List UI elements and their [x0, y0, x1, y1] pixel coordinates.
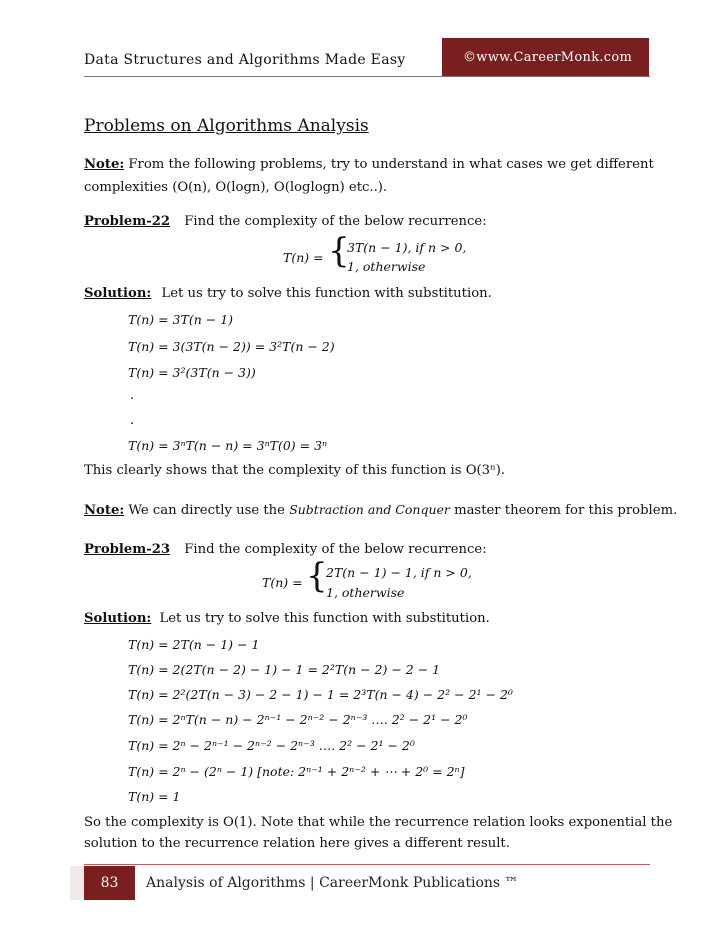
footer-divider [84, 864, 650, 865]
conclusion-22: This clearly shows that the complexity of this function is O(3ⁿ). [84, 463, 506, 478]
solution-22-label: Solution: [84, 286, 152, 301]
note-1-text-2: complexities (O(n), O(logn), O(loglogn) etc..). [84, 180, 388, 195]
problem-23-text: Find the complexity of the below recurrence: [184, 542, 487, 557]
solution-23-label: Solution: [84, 611, 152, 626]
brace-23: { [306, 556, 328, 596]
step-22-1: T(n) = 3T(n − 1) [128, 312, 234, 327]
brace-22: { [328, 231, 350, 271]
footer-accent-bar [70, 866, 84, 900]
problem-22-case-1: 3T(n − 1), if n > 0, [347, 240, 467, 255]
book-title: Data Structures and Algorithms Made Easy [84, 52, 406, 68]
note-2-text-before: We can directly use the [128, 503, 290, 518]
step-22-3: T(n) = 3²(3T(n − 3)) [128, 365, 256, 380]
section-title: Problems on Algorithms Analysis [84, 116, 369, 136]
note-1-line-1 [84, 157, 654, 172]
step-23-7: T(n) = 1 [128, 789, 181, 804]
problem-23-label: Problem-23 [84, 542, 171, 557]
step-22-6: T(n) = 3ⁿT(n − n) = 3ⁿT(0) = 3ⁿ [128, 438, 328, 453]
problem-23-case-1: 2T(n − 1) − 1, if n > 0, [326, 565, 472, 580]
note-1-text-1: From the following problems, try to understand in what cases we get different [128, 157, 654, 172]
problem-22-label: Problem-22 [84, 214, 171, 229]
note-2-line [84, 502, 677, 518]
step-22-2: T(n) = 3(3T(n − 2)) = 3²T(n − 2) [128, 339, 335, 354]
step-23-3: T(n) = 2²(2T(n − 3) − 2 − 1) − 1 = 2³T(n − 4) − 2² − 2¹ − 2⁰ [128, 687, 513, 702]
note-1-label: Note: [84, 157, 125, 172]
note-2-text-italic: Subtraction and Conquer [289, 502, 450, 517]
problem-23-lhs: T(n) = [262, 575, 303, 590]
problem-22-heading [84, 214, 487, 229]
step-22-5: . [130, 413, 135, 428]
problem-23-case-2: 1, otherwise [326, 585, 405, 600]
page-number: 83 [100, 875, 119, 891]
solution-23-text: Let us try to solve this function with substitution. [159, 611, 490, 626]
problem-22-case-2: 1, otherwise [347, 259, 426, 274]
footer-title: Analysis of Algorithms | CareerMonk Publications ™ [146, 875, 519, 891]
problem-22-text: Find the complexity of the below recurrence: [184, 214, 487, 229]
header-divider [84, 76, 650, 77]
solution-22-line [84, 286, 492, 301]
step-22-4: . [130, 388, 135, 403]
conclusion-23-1: So the complexity is O(1). Note that while the recurrence relation looks exponential the [84, 815, 673, 830]
step-23-4: T(n) = 2ⁿT(n − n) − 2ⁿ⁻¹ − 2ⁿ⁻² − 2ⁿ⁻³ …. 2² − 2¹ − 2⁰ [128, 712, 468, 727]
step-23-1: T(n) = 2T(n − 1) − 1 [128, 637, 260, 652]
conclusion-23-2: solution to the recurrence relation here gives a different result. [84, 836, 510, 851]
step-23-5: T(n) = 2ⁿ − 2ⁿ⁻¹ − 2ⁿ⁻² − 2ⁿ⁻³ …. 2² − 2¹ − 2⁰ [128, 738, 415, 753]
website-link[interactable]: ©www.CareerMonk.com [463, 50, 633, 65]
solution-23-line [84, 611, 490, 626]
solution-22-text: Let us try to solve this function with substitution. [161, 286, 492, 301]
note-2-text-after: master theorem for this problem. [449, 503, 678, 518]
problem-22-lhs: T(n) = [283, 250, 324, 265]
step-23-6: T(n) = 2ⁿ − (2ⁿ − 1) [note: 2ⁿ⁻¹ + 2ⁿ⁻² + ⋯ + 2⁰ = 2ⁿ] [128, 764, 465, 779]
note-2-label: Note: [84, 503, 125, 518]
step-23-2: T(n) = 2(2T(n − 2) − 1) − 1 = 2²T(n − 2) − 2 − 1 [128, 662, 441, 677]
problem-23-heading [84, 542, 487, 557]
